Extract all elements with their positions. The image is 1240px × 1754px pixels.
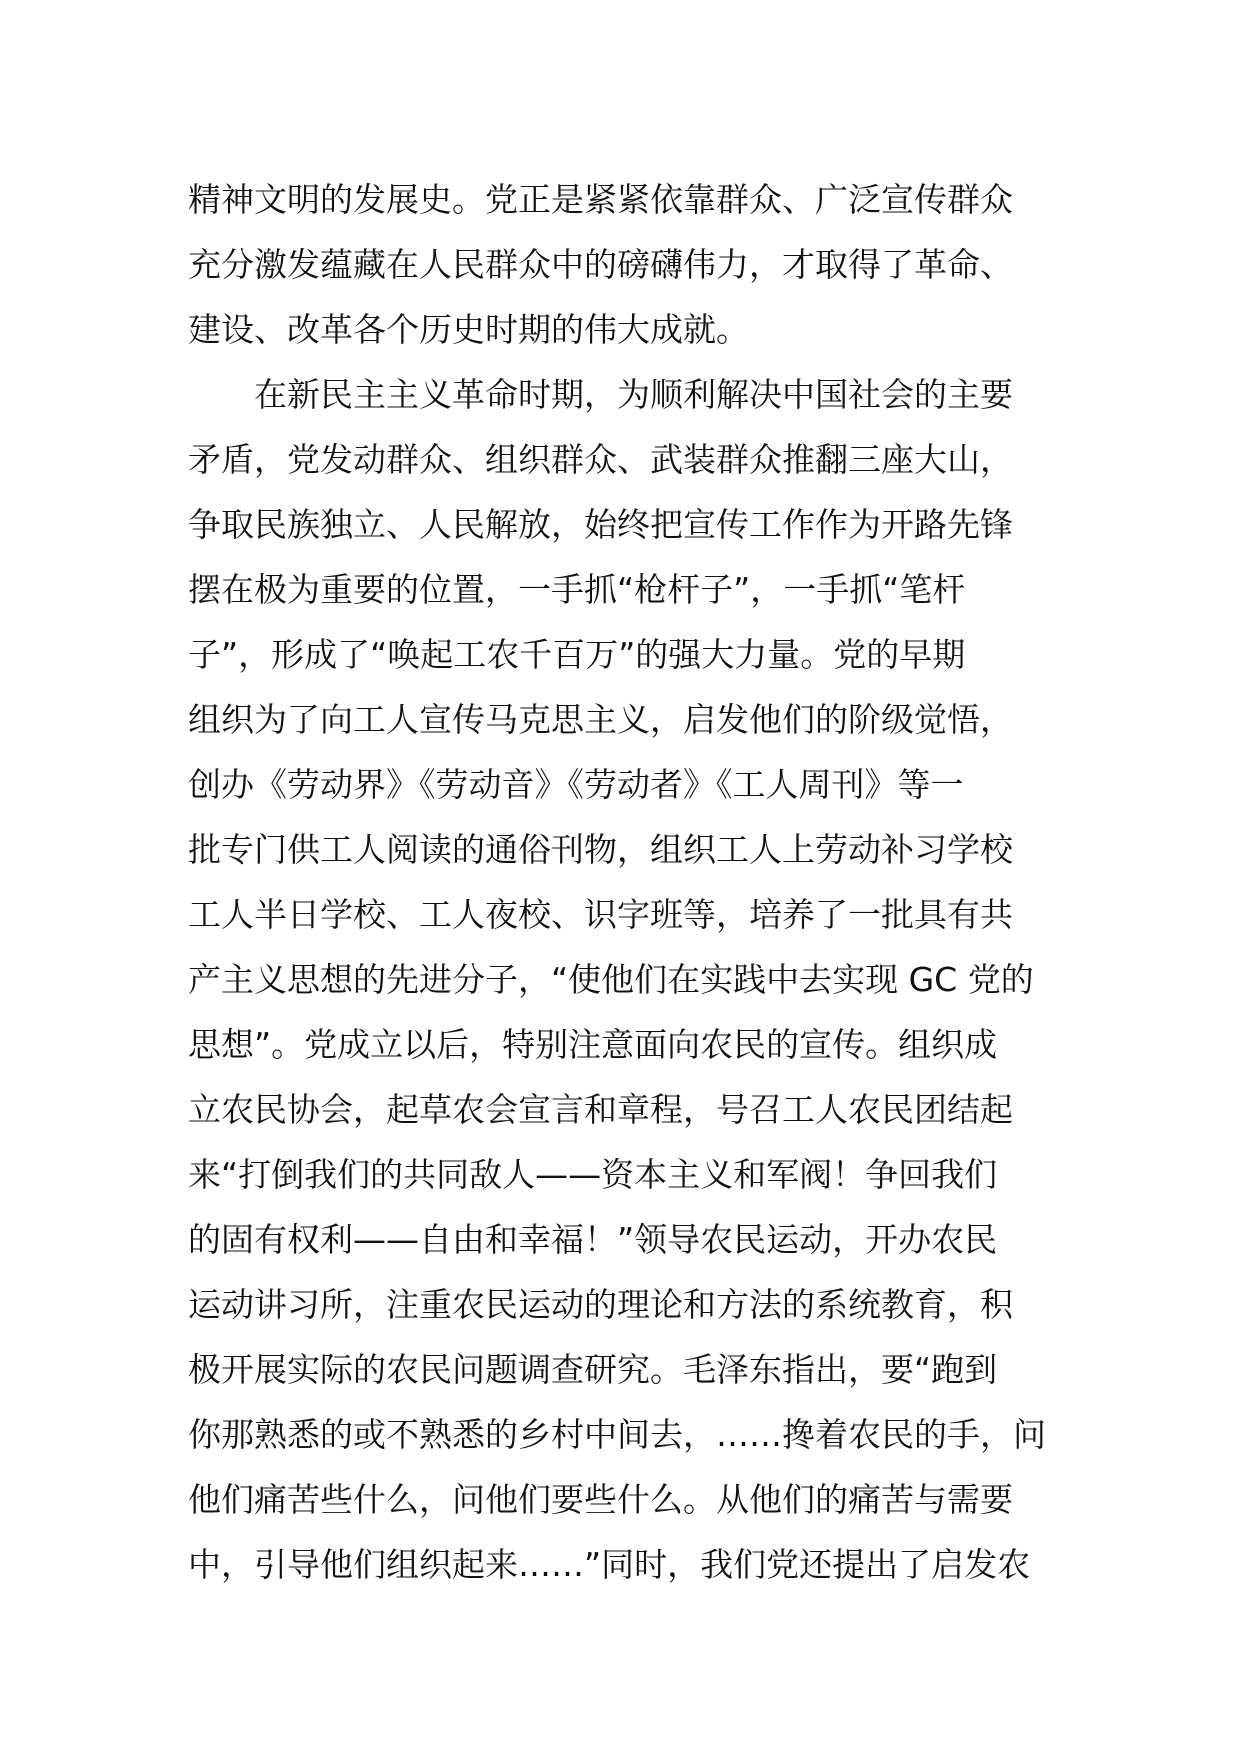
text-line: 争取民族独立、人民解放，始终把宣传工作作为开路先锋 [188, 505, 1013, 544]
text-line: 在新民主主义革命时期，为顺利解决中国社会的主要 [254, 375, 1013, 414]
text-line: 批专门供工人阅读的通俗刊物，组织工人上劳动补习学校 [188, 830, 1013, 869]
text-line: 精神文明的发展史。党正是紧紧依靠群众、广泛宣传群众 [188, 180, 1013, 219]
text-line: 立农民协会，起草农会宣言和章程，号召工人农民团结起 [188, 1090, 1013, 1129]
text-line: 来“打倒我们的共同敌人——资本主义和军阀！争回我们 [188, 1155, 998, 1194]
text-line: 你那熟悉的或不熟悉的乡村中间去，……搀着农民的手，问 [188, 1415, 1046, 1454]
text-line: 子”，形成了“唤起工农千百万”的强大力量。党的早期 [188, 635, 966, 674]
text-line: 矛盾，党发动群众、组织群众、武装群众推翻三座大山， [188, 440, 1013, 479]
text-line: 工人半日学校、工人夜校、识字班等，培养了一批具有共 [188, 895, 1013, 934]
text-line: 的固有权利——自由和幸福！”领导农民运动，开办农民 [188, 1220, 998, 1259]
text-line: 产主义思想的先进分子，“使他们在实践中去实现 GC 党的 [188, 960, 1034, 999]
paragraph-1 [188, 167, 1068, 362]
text-line: 运动讲习所，注重农民运动的理论和方法的系统教育，积 [188, 1285, 1013, 1324]
body-text [188, 167, 1068, 1597]
text-line: 思想”。党成立以后，特别注意面向农民的宣传。组织成 [188, 1025, 998, 1064]
text-line: 他们痛苦些什么，问他们要些什么。从他们的痛苦与需要 [188, 1480, 1013, 1519]
text-line: 中，引导他们组织起来……”同时，我们党还提出了启发农 [188, 1545, 1031, 1584]
paragraph-2 [188, 362, 1068, 1597]
text-line: 充分激发蕴藏在人民群众中的磅礴伟力，才取得了革命、 [188, 245, 1013, 284]
text-line: 极开展实际的农民问题调查研究。毛泽东指出，要“跑到 [188, 1350, 998, 1389]
text-line: 创办《劳动界》《劳动音》《劳动者》《工人周刊》等一 [188, 765, 964, 804]
text-line: 组织为了向工人宣传马克思主义，启发他们的阶级觉悟， [188, 700, 1013, 739]
text-line: 摆在极为重要的位置，一手抓“枪杆子”，一手抓“笔杆 [188, 570, 966, 609]
text-line: 建设、改革各个历史时期的伟大成就。 [188, 310, 749, 349]
